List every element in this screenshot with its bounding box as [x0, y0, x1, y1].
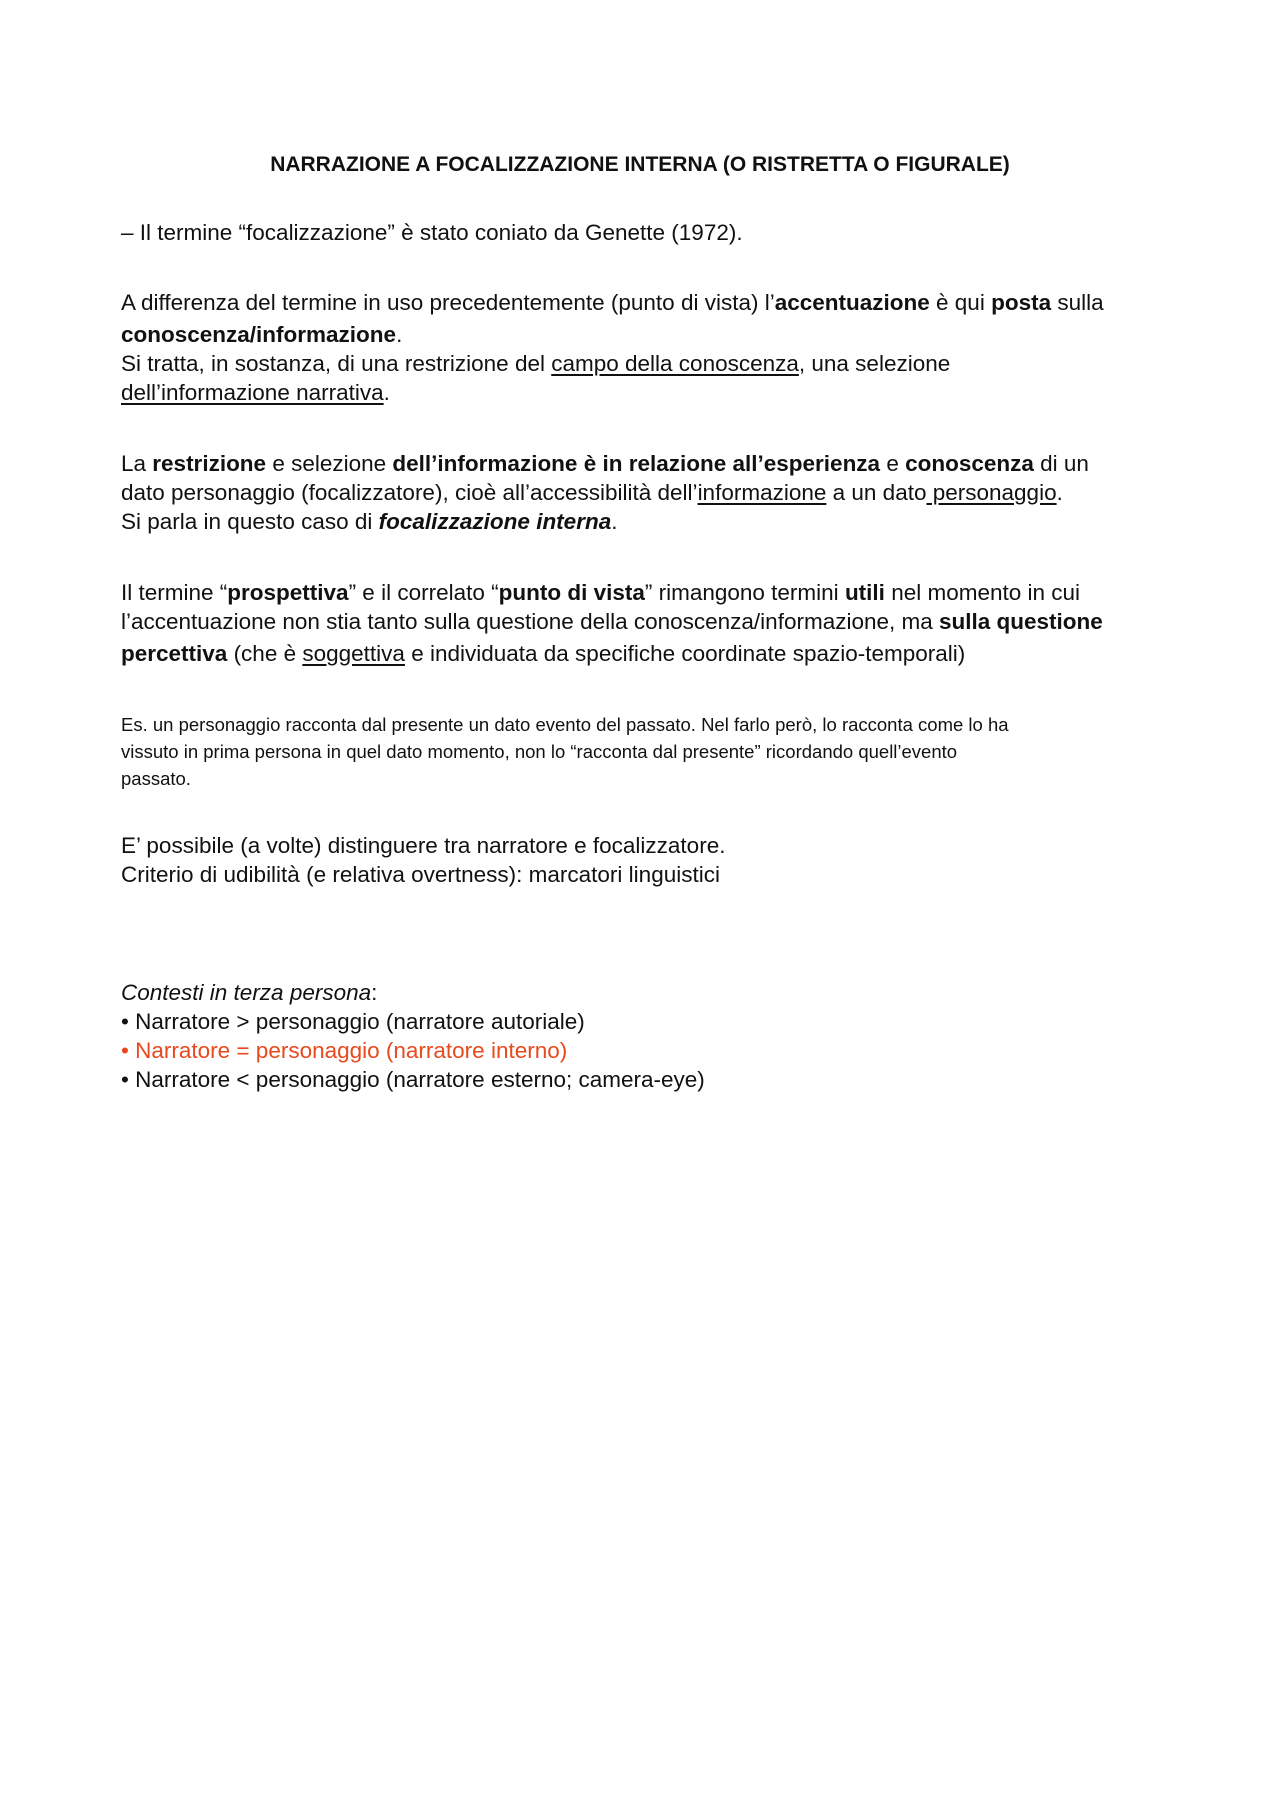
text-line: – Il termine “focalizzazione” è stato coniato da Genette (1972).	[121, 220, 743, 245]
text-run: ” rimangono termini	[644, 580, 845, 605]
text-run: a un dato	[826, 480, 927, 505]
underlined-text: informazione	[697, 480, 827, 505]
bold-text: sulla questione	[939, 609, 1103, 634]
paragraph-genette	[121, 218, 1181, 247]
text-run: La	[121, 451, 153, 476]
text-line: passato.	[121, 768, 191, 789]
text-run: e individuata da specifiche coordinate spazio-temporali)	[404, 641, 966, 666]
bold-text: restrizione	[152, 451, 267, 476]
text-line	[121, 607, 1181, 636]
list-item: • Narratore > personaggio (narratore autoriale)	[121, 1009, 585, 1034]
bold-italic-text: focalizzazione interna	[378, 509, 612, 534]
text-run: Il termine “	[121, 580, 228, 605]
bold-text: utili	[844, 580, 885, 605]
text-line: Es. un personaggio racconta dal presente un dato evento del passato. Nel farlo però, lo racconta come lo ha	[121, 714, 1009, 735]
bold-text: accentuazione	[774, 290, 930, 315]
bold-text: conoscenza/informazione	[121, 322, 397, 347]
underlined-text: dell’informazione narrativa	[121, 380, 384, 405]
text-run: l’accentuazione non stia tanto sulla questione della conoscenza/informazione, ma	[121, 609, 940, 634]
text-run: sulla	[1051, 290, 1104, 315]
bold-text: percettiva	[121, 641, 228, 666]
document-title: NARRAZIONE A FOCALIZZAZIONE INTERNA (O RISTRETTA O FIGURALE)	[270, 153, 1010, 176]
text-run: .	[611, 509, 618, 534]
bold-text: punto di vista	[498, 580, 645, 605]
paragraph-accentuazione	[121, 288, 1181, 407]
text-run: .	[383, 380, 390, 405]
paragraph-narratore-focalizzatore	[121, 831, 1181, 889]
text-line: vissuto in prima persona in quel dato momento, non lo “racconta dal presente” ricordando quell’evento	[121, 741, 958, 762]
underlined-text: personaggio	[926, 480, 1057, 505]
text-run: dato personaggio (focalizzatore), cioè all’accessibilità dell’	[121, 480, 698, 505]
paragraph-prospettiva	[121, 578, 1181, 668]
text-line	[121, 578, 1181, 607]
bold-text: conoscenza	[905, 451, 1034, 476]
text-run: .	[396, 322, 403, 347]
text-run: e selezione	[266, 451, 393, 476]
paragraph-esempio	[121, 711, 1181, 792]
italic-text: Contesti in terza persona	[121, 980, 372, 1005]
text-run: Si parla in questo caso di	[121, 509, 379, 534]
text-line	[121, 507, 1181, 536]
list-heading	[121, 978, 1181, 1007]
text-run: ” e il correlato “	[348, 580, 499, 605]
paragraph-restrizione	[121, 449, 1181, 536]
text-line	[121, 449, 1181, 478]
text-run: .	[1056, 480, 1063, 505]
list-item-highlighted: • Narratore = personaggio (narratore interno)	[121, 1038, 568, 1063]
text-line	[121, 378, 1181, 407]
list-item: • Narratore < personaggio (narratore esterno; camera-eye)	[121, 1067, 705, 1092]
text-run: nel momento in cui	[884, 580, 1081, 605]
underlined-text: soggettiva	[302, 641, 405, 666]
underlined-text: campo della conoscenza	[551, 351, 799, 376]
text-line	[121, 349, 1181, 378]
text-line	[121, 320, 1181, 349]
text-run: Si tratta, in sostanza, di una restrizione del	[121, 351, 552, 376]
text-line	[121, 639, 1181, 668]
text-line: E’ possibile (a volte) distinguere tra narratore e focalizzatore.	[121, 833, 726, 858]
bold-text: dell’informazione è in relazione all’esperienza	[392, 451, 881, 476]
text-run: , una selezione	[798, 351, 951, 376]
text-line: Criterio di udibilità (e relativa overtness): marcatori linguistici	[121, 862, 720, 887]
text-line	[121, 288, 1181, 317]
text-run: (che è	[227, 641, 303, 666]
text-run: A differenza del termine in uso precedentemente (punto di vista) l’	[121, 290, 775, 315]
text-line	[121, 478, 1181, 507]
text-run: :	[371, 980, 378, 1005]
text-run: di un	[1033, 451, 1089, 476]
text-run: e	[880, 451, 906, 476]
bold-text: posta	[991, 290, 1052, 315]
paragraph-contesti	[121, 978, 1181, 1094]
text-run: è qui	[929, 290, 992, 315]
bold-text: prospettiva	[227, 580, 349, 605]
